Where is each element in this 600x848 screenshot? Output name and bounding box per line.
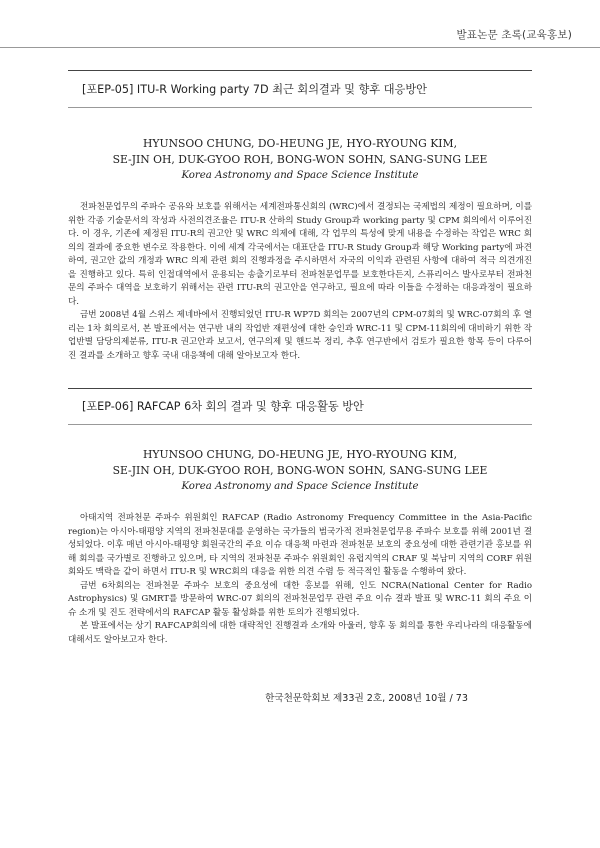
section-title: [포EP-06] RAFCAP 6차 회의 결과 및 향후 대응활동 방안 <box>82 400 364 413</box>
abstract-body <box>68 201 532 364</box>
abstract-paragraph: 아태지역 전파천문 주파수 위원회인 RAFCAP (Radio Astronomy Frequency Committee in the Asia-Pacific region)는 아시아-태평양 지역의 전파천문대를 운영하는 국가들의 범국가적 전파천문업무용 주파수 보호를 위해 2001년 결성되었다. 이후 매년 아시아-태평양 회원국간의 주요 이슈 대응책 마련과 전파천문 보호의 중요성에 대한 관련기관 홍보를 위해 회의를 국가별로 진행하고 있으며, 타 지역의 전파천문 주파수 위원회인 유럽지역의 CRAF 및 북남미 지역의 CORF 위원회와도 맥락을 같이 하면서 ITU-R 및 WRC회의 대응을 위한 의견 수렴 등 적극적인 활동을 수행하여 왔다. <box>68 513 532 578</box>
section-bottom-rule <box>68 424 532 425</box>
section-top-rule <box>68 70 532 71</box>
institution: Korea Astronomy and Space Science Institute <box>181 170 419 181</box>
page-footer-citation: 한국천문학회보 제33권 2호, 2008년 10월 / 73 <box>265 693 468 704</box>
abstract-paragraph: 금번 6차회의는 전파천문 주파수 보호의 중요성에 대한 홍보를 위해, 인도 NCRA(National Center for Radio Astrophysics) 및 GMRT를 방문하여 WRC-07 회의의 전파천문업무 관련 주요 이슈 결과 발표 및 WRC-11 회의 주요 이슈 소개 및 진도 전략에서의 RAFCAP 활동 활성화를 위한 토의가 진행되었다. <box>68 580 532 618</box>
header-divider <box>0 47 600 48</box>
section-top-rule <box>68 388 532 389</box>
abstract-paragraph: 금번 2008년 4월 스위스 제네바에서 진행되었던 ITU-R WP7D 회의는 2007년의 CPM-07회의 및 WRC-07회의 후 열리는 1차 회의로서, 본 발표에서는 연구반 내의 작업반 재편성에 대한 승인과 WRC-11 및 CPM-11회의에 대비하기 위한 작업반별 담당의제분류, ITU-R 권고안과 보고서, 연구의제 및 핸드북 정리, 추후 연구반에서 검토가 필요한 항목 등이 다루어진 결과를 소개하고 향후 국내 대응책에 대해 알아보고자 한다. <box>68 310 532 362</box>
abstract-body <box>68 512 532 647</box>
author-list <box>68 447 532 479</box>
author-line: HYUNSOO CHUNG, DO-HEUNG JE, HYO-RYOUNG KIM, <box>142 448 458 461</box>
section-bottom-rule <box>68 107 532 108</box>
running-title: 발표논문 초록(교육홍보) <box>456 29 572 41</box>
institution: Korea Astronomy and Space Science Institute <box>181 481 419 492</box>
author-line: HYUNSOO CHUNG, DO-HEUNG JE, HYO-RYOUNG KIM, <box>142 137 458 150</box>
abstract-section-ep06 <box>68 388 532 647</box>
page-header <box>0 0 600 46</box>
abstract-paragraph: 본 발표에서는 상기 RAFCAP회의에 대한 대략적인 진행결과 소개와 아울러, 향후 동 회의를 통한 우리나라의 대응활동에 대해서도 알아보고자 한다. <box>68 621 532 645</box>
abstract-section-ep05 <box>68 70 532 364</box>
author-line: SE-JIN OH, DUK-GYOO ROH, BONG-WON SOHN, SANG-SUNG LEE <box>112 464 488 477</box>
author-list <box>68 136 532 168</box>
author-line: SE-JIN OH, DUK-GYOO ROH, BONG-WON SOHN, SANG-SUNG LEE <box>112 153 488 166</box>
section-title: [포EP-05] ITU-R Working party 7D 최근 회의결과 및 향후 대응방안 <box>82 83 427 96</box>
abstract-paragraph: 전파천문업무의 주파수 공유와 보호를 위해서는 세계전파통신회의 (WRC)에서 결정되는 국제법의 제정이 필요하며, 이를 위한 각종 기술문서의 작성과 사전의견조율은 ITU-R 산하의 Study Group과 working party 및 CPM 회의에서 이루어진다. 이 경우, 기존에 제정된 ITU-R의 권고안 및 WRC 의제에 대해, 각 업무의 특성에 맞게 내용을 수정하는 작업은 WRC 회의의 결과에 중요한 변수로 작용한다. 이에 세계 각국에서는 대표단을 ITU-R Study Group과 해당 Working party에 파견하여, 권고안 값의 개정과 WRC 의제 관련 회의 진행과정을 주시하면서 자국의 이익과 관련된 사항에 대하여 적극 의견개진을 진행하고 있다. 특히 인접대역에서 운용되는 송출기로부터 전파천문업무를 보호한다든지, 스퓨리어스 발사로부터 전파천문의 주파수 대역을 보호하기 위해서는 관련 ITU-R의 권고안을 연구하고, 필요에 따라 이들을 수정하는 대응과정이 필요하다. <box>68 202 532 307</box>
